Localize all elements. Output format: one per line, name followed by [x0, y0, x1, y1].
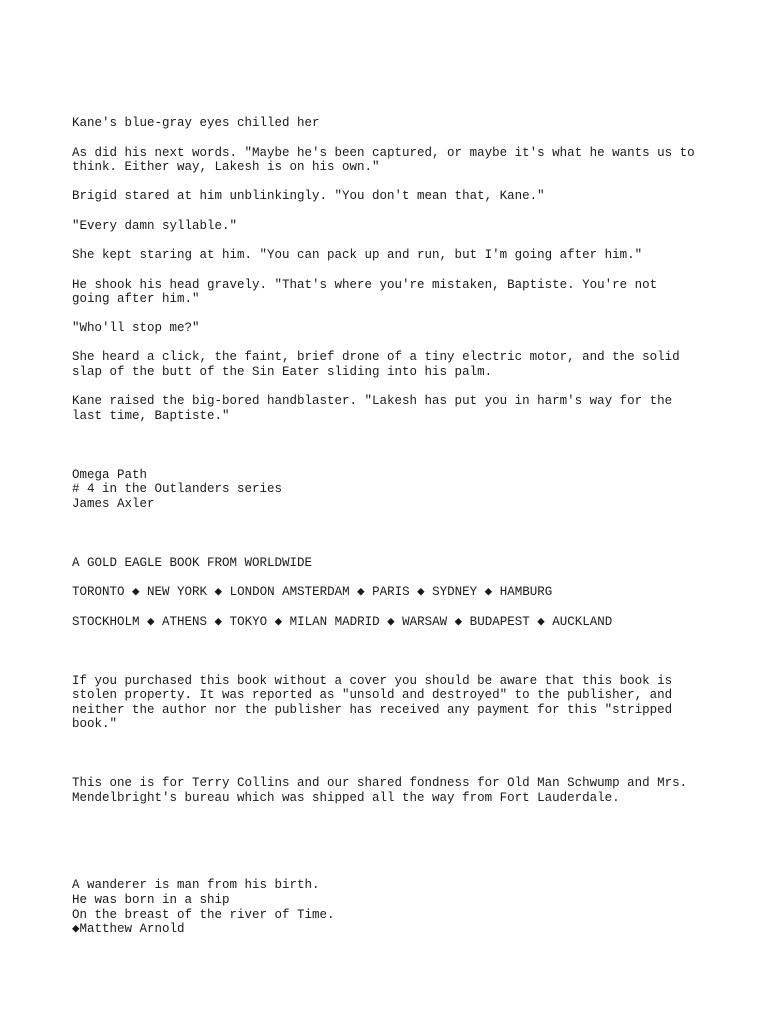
text-line: "Who'll stop me?"	[72, 321, 200, 335]
epigraph-line: He was born in a ship	[72, 893, 230, 907]
text-line: She kept staring at him. "You can pack up and run, but I'm going after him."	[72, 248, 643, 262]
notice-line: If you purchased this book without a cover you should be aware that this book is	[72, 674, 673, 688]
text-line: Kane raised the big-bored handblaster. "Lakesh has put you in harm's way for the	[72, 394, 673, 408]
epigraph-line: On the breast of the river of Time.	[72, 908, 335, 922]
notice-line: stolen property. It was reported as "unsold and destroyed" to the publisher, and	[72, 688, 673, 702]
notice-line: book."	[72, 717, 118, 731]
text-line: He shook his head gravely. "That's where you're mistaken, Baptiste. You're not	[72, 278, 658, 292]
text-line: going after him."	[72, 292, 200, 306]
epigraph-attribution: ◆Matthew Arnold	[72, 922, 185, 936]
author-name: James Axler	[72, 497, 155, 511]
text-line: last time, Baptiste."	[72, 409, 230, 423]
publisher-line: A GOLD EAGLE BOOK FROM WORLDWIDE	[72, 556, 313, 570]
series-line: # 4 in the Outlanders series	[72, 482, 283, 496]
notice-line: neither the author nor the publisher has received any payment for this "stripped	[72, 703, 673, 717]
dedication-line: This one is for Terry Collins and our shared fondness for Old Man Schwump and Mrs.	[72, 776, 688, 790]
text-line: As did his next words. "Maybe he's been captured, or maybe it's what he wants us to	[72, 146, 695, 160]
publisher-cities: STOCKHOLM ◆ ATHENS ◆ TOKYO ◆ MILAN MADRID ◆ WARSAW ◆ BUDAPEST ◆ AUCKLAND	[72, 615, 613, 629]
book-title: Omega Path	[72, 468, 148, 482]
text-line: slap of the butt of the Sin Eater sliding into his palm.	[72, 365, 493, 379]
epigraph-line: A wanderer is man from his birth.	[72, 878, 320, 892]
text-line: Brigid stared at him unblinkingly. "You don't mean that, Kane."	[72, 189, 545, 203]
text-line: think. Either way, Lakesh is on his own."	[72, 160, 380, 174]
text-line: "Every damn syllable."	[72, 219, 238, 233]
dedication-line: Mendelbright's bureau which was shipped all the way from Fort Lauderdale.	[72, 791, 620, 805]
text-line: She heard a click, the faint, brief drone of a tiny electric motor, and the solid	[72, 350, 680, 364]
text-line: Kane's blue-gray eyes chilled her	[72, 116, 320, 130]
publisher-cities: TORONTO ◆ NEW YORK ◆ LONDON AMSTERDAM ◆ PARIS ◆ SYDNEY ◆ HAMBURG	[72, 585, 553, 599]
